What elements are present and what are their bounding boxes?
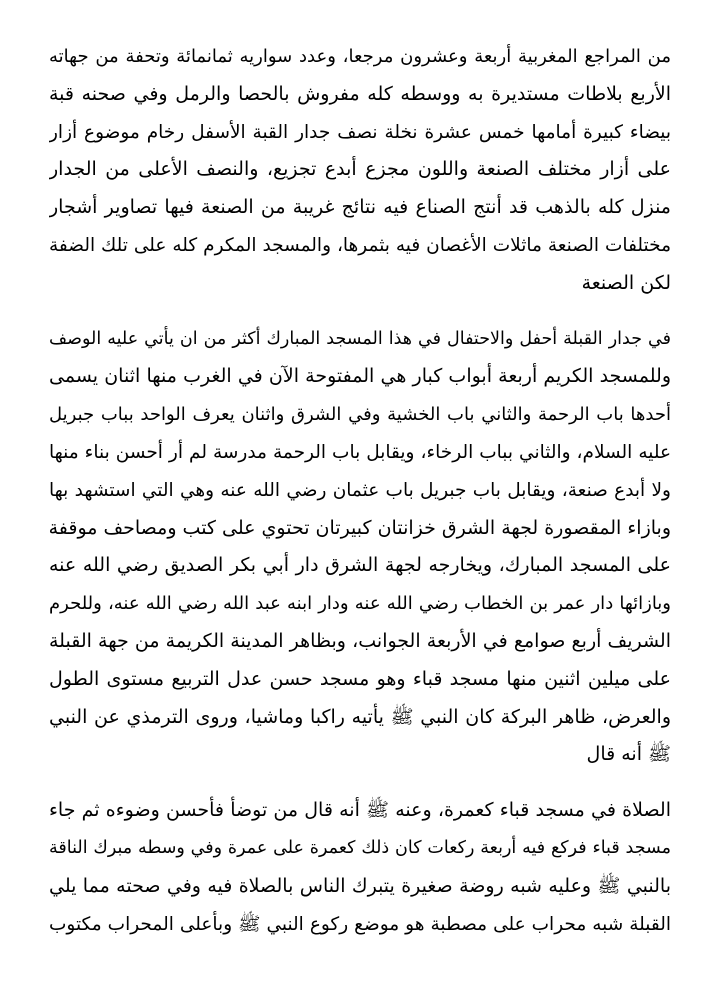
- text-line: مختلفات الصنعة ماثلات الأغصان فيه بثمرها، والمسجد المكرم كله على تلك الضفة: [49, 234, 671, 256]
- text-line: على المسجد المبارك، ويخارجه لجهة الشرق دار أبي بكر الصديق رضي الله عنه: [49, 554, 671, 577]
- text-line: منزل كله بالذهب قد أنتج الصناع فيه نتائج غريبة من الصنعة فيها تصاوير أشجار: [49, 196, 671, 219]
- text-line: أحدها باب الرحمة والثاني باب الخشية وفي الشرق واثنان يعرف الواحد بباب جبريل: [49, 404, 671, 426]
- text-line: القبلة شبه محراب على مصطبة هو موضع ركوع النبي ﷺ وبأعلى المحراب مكتوب: [49, 913, 671, 935]
- text-line: الأربع بلاطات مستديرة به ووسطه كله مفروش بالحصا والرمل وفي صحنه قبة: [49, 82, 671, 105]
- text-line: لكن الصنعة: [581, 271, 671, 294]
- text-line: بيضاء كبيرة أمامها خمس عشرة نخلة نصف جدار القبة الأسفل رخام موضوع أزار: [49, 121, 671, 143]
- text-line: بالنبي ﷺ وعليه شبه روضة صغيرة يتبرك الناس بالصلاة فيه وفي صحته مما يلي: [49, 874, 671, 897]
- paragraph-3: [49, 792, 671, 943]
- paragraph-spacer: [49, 774, 671, 792]
- text-line: وبازائها دار عمر بن الخطاب رضي الله عنه ودار ابنه عبد الله رضي الله عنه، وللحرم: [49, 593, 671, 615]
- text-line: والعرض، ظاهر البركة كان النبي ﷺ يأتيه راكبا وماشيا، وروى الترمذي عن النبي: [49, 705, 671, 728]
- paragraph-1: [49, 38, 671, 303]
- text-line: الشريف أربع صوامع في الأربعة الجوانب، وبظاهر المدينة الكريمة من جهة القبلة: [49, 629, 671, 652]
- paragraph-2: [49, 321, 671, 775]
- text-line: في جدار القبلة أحفل والاحتفال في هذا المسجد المبارك أكثر من ان يأتي عليه الوصف: [49, 328, 671, 349]
- text-line: مسجد قباء فركع فيه أربعة ركعات كان ذلك كعمرة على عمرة وفي وسطه مبرك الناقة: [49, 837, 671, 858]
- text-line: ﷺ أنه قال: [586, 743, 671, 766]
- paragraph-spacer: [49, 303, 671, 321]
- text-line: وبازاء المقصورة لجهة الشرق خزانتان كبيرتان تحتوي على كتب ومصاحف موقفة: [49, 516, 671, 539]
- text-line: على ميلين اثنين منها مسجد قباء وهو مسجد حسن عدل التربيع مستوى الطول: [49, 667, 671, 690]
- text-line: من المراجع المغربية أربعة وعشرون مرجعا، وعدد سواريه ثمانمائة وتحفة من جهاته: [49, 46, 671, 67]
- text-line: عليه السلام، والثاني بباب الرخاء، ويقابل باب الرحمة مدرسة لم أر أحسن بناء منها: [49, 441, 671, 463]
- text-line: على أزار مختلف الصنعة واللون مجزع أبدع تجزيع، والنصف الأعلى من الجدار: [49, 158, 671, 181]
- text-line: الصلاة في مسجد قباء كعمرة، وعنه ﷺ أنه قال من توضأ فأحسن وضوءه ثم جاء: [49, 799, 671, 822]
- text-line: وللمسجد الكريم أربعة أبواب كبار هي المفتوحة الآن في الغرب منها اثنان يسمى: [49, 365, 671, 388]
- text-line: ولا أبدع صنعة، ويقابل باب جبريل باب عثمان رضي الله عنه وهي التي استشهد بها: [49, 479, 671, 501]
